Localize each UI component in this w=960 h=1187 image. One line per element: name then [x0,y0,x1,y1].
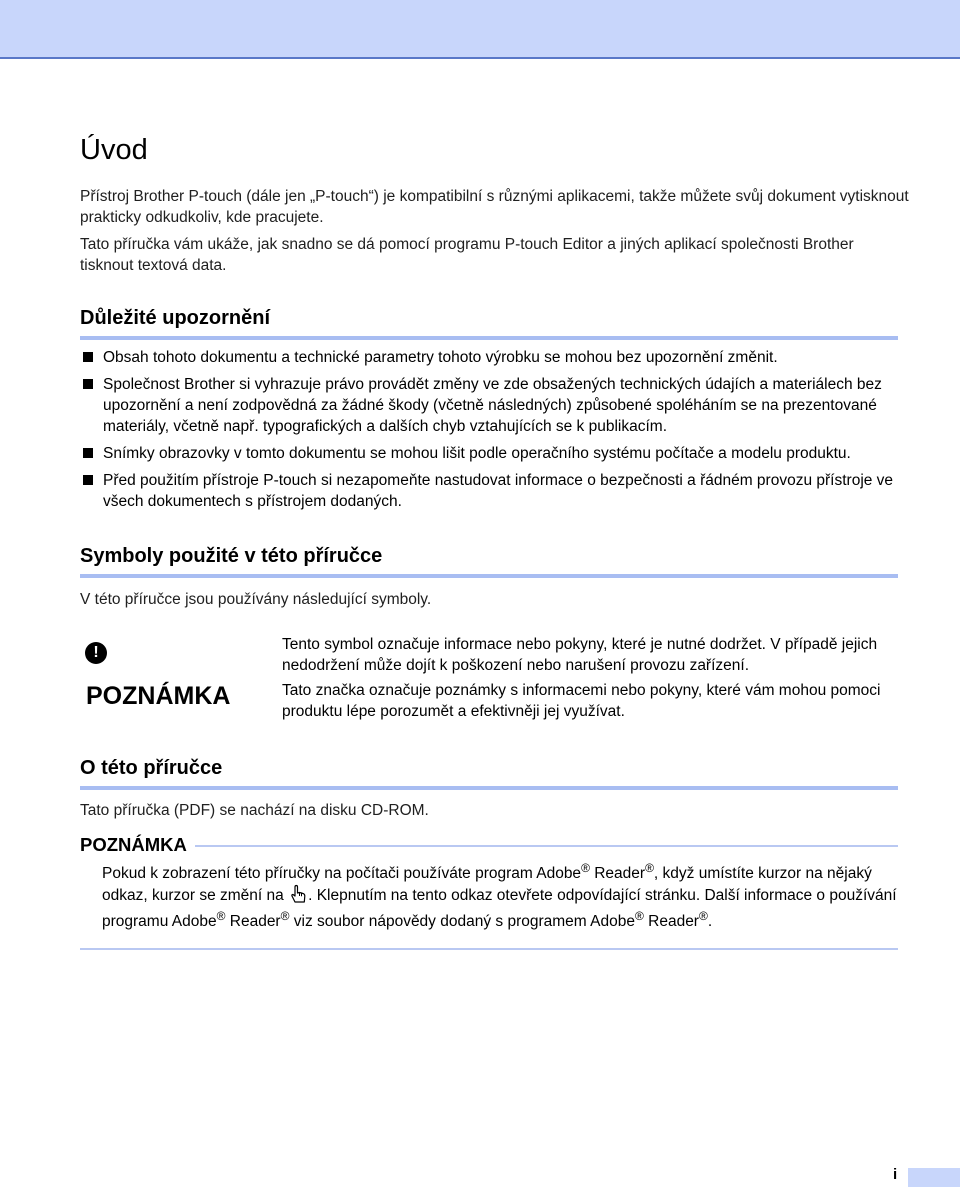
symbols-heading: Symboly použité v této příručce [80,545,898,578]
symbols-intro: V této příručce jsou používány následující symboly. [80,591,432,608]
list-item: Před použitím přístroje P-touch si nezapomeňte nastudovat informace o bezpečnosti a řádném provozu přístroje ve všech dokumentech s přístrojem dodaných. [82,470,902,512]
hand-cursor-icon [288,884,308,904]
header-band [0,0,960,59]
page-tab [908,1168,960,1187]
note-text: Pokud k zobrazení této příručky na počítači používáte program Adobe® Reader®, když umístíte kurzor na nějaký odkaz, kurzor se změní na . Klepnutím na tento odkaz otevřete odpovídající stránku. Další informace o používání programu Adobe® Reader® viz soubor nápovědy dodaný s programem Adobe® Reader®. [102,861,897,931]
important-symbol-description: Tento symbol označuje informace nebo pokyny, které je nutné dodržet. V případě jejich nedodržení může dojít k poškození nebo narušení provozu zařízení. [282,636,878,674]
intro-paragraph-2: Tato příručka vám ukáže, jak snadno se dá pomocí programu P-touch Editor a jiných aplikací společnosti Brother tisknout textová data. [80,236,854,274]
list-item: Obsah tohoto dokumentu a technické parametry tohoto výrobku se mohou bez upozornění změnit. [82,347,902,368]
list-item: Snímky obrazovky v tomto dokumentu se mohou lišit podle operačního systému počítače a modelu produktu. [82,443,902,464]
page-title: Úvod [80,134,148,166]
page-number: i [893,1166,898,1183]
important-list [82,347,902,518]
list-item: Společnost Brother si vyhrazuje právo provádět změny ve zde obsažených technických údajích a materiálech bez upozornění a není zodpovědná za žádné škody (včetně následných) způsobené spoléháním se na prezentované materiály, včetně např. typografických a dalších chyb vztahujících se k publikacím. [82,374,902,437]
note-label: POZNÁMKA [80,834,195,856]
about-text: Tato příručka (PDF) se nachází na disku CD-ROM. [80,802,429,819]
note-symbol-description: Tato značka označuje poznámky s informacemi nebo pokyny, které vám mohou pomoci produktu lépe porozumět a efektivněji jej využívat. [282,682,881,720]
bullet-square-icon [83,448,93,458]
about-heading: O této příručce [80,757,898,790]
exclamation-icon: ! [85,642,107,664]
bullet-square-icon [83,379,93,389]
bullet-square-icon [83,352,93,362]
important-heading: Důležité upozornění [80,307,898,340]
note-symbol-label: POZNÁMKA [86,682,231,710]
note-bottom-rule [80,948,898,950]
bullet-square-icon [83,475,93,485]
note-top-rule [80,845,898,847]
intro-paragraph-1: Přístroj Brother P-touch (dále jen „P-touch“) je kompatibilní s různými aplikacemi, takže můžete svůj dokument vytisknout prakticky odkudkoliv, kde pracujete. [80,188,909,226]
